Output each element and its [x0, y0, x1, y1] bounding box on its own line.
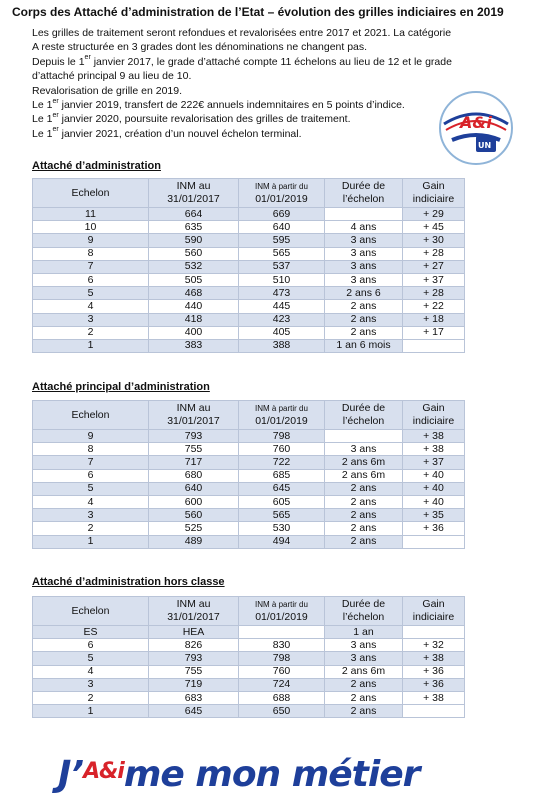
table-row: 1 489 494 2 ans — [33, 535, 465, 548]
header-echelon: Echelon — [33, 597, 149, 626]
table-row: 2 525 530 2 ans + 36 — [33, 522, 465, 535]
table-row: 10 635 640 4 ans + 45 — [33, 221, 465, 234]
grid-table-hors-classe — [32, 596, 465, 718]
intro-line: Le 1er janvier 2021, création d’un nouvel échelon terminal. — [32, 126, 302, 140]
table-row: 1 383 388 1 an 6 mois — [33, 339, 465, 352]
table-row: 4 440 445 2 ans + 22 — [33, 300, 465, 313]
section-title-attache: Attaché d’administration — [32, 160, 161, 172]
header-inm-partir: INM à partir du 01/01/2019 — [239, 179, 325, 208]
table-row: 3 418 423 2 ans + 18 — [33, 313, 465, 326]
footer-slogan-ai: A&i — [83, 759, 124, 784]
footer-slogan-pre: J’ — [58, 754, 84, 795]
table-row: 4 600 605 2 ans + 40 — [33, 495, 465, 508]
table-row: 5 793 798 3 ans + 38 — [33, 652, 465, 665]
intro-line: Depuis le 1er janvier 2017, le grade d’attaché compte 11 échelons au lieu de 12 et le grade — [32, 54, 452, 68]
table-row: 7 532 537 3 ans + 27 — [33, 260, 465, 273]
header-inm-au: INM au 31/01/2017 — [149, 597, 239, 626]
table-row: 3 560 565 2 ans + 35 — [33, 509, 465, 522]
header-inm-au: INM au 31/01/2017 — [149, 401, 239, 430]
ai-unsa-logo-icon — [438, 90, 514, 166]
table-body — [33, 626, 465, 718]
intro-line: Le 1er janvier 2019, transfert de 222€ annuels indemnitaires en 5 points d’indice. — [32, 97, 405, 112]
header-gain: Gain indiciaire — [403, 597, 465, 626]
header-gain: Gain indiciaire — [403, 179, 465, 208]
table-row: 8 755 760 3 ans + 38 — [33, 443, 465, 456]
table-row: 6 826 830 3 ans + 32 — [33, 639, 465, 652]
table-body — [33, 430, 465, 549]
intro-line: Revalorisation de grille en 2019. — [32, 84, 183, 97]
header-echelon: Echelon — [33, 179, 149, 208]
page-title: Corps des Attaché d’administration de l’Etat – évolution des grilles indiciaires en 2019 — [12, 5, 504, 19]
table-row: 5 468 473 2 ans 6 + 28 — [33, 287, 465, 300]
header-duree: Durée de l’échelon — [325, 401, 403, 430]
header-duree: Durée de l’échelon — [325, 597, 403, 626]
header-inm-partir: INM à partir du 01/01/2019 — [239, 597, 325, 626]
header-gain: Gain indiciaire — [403, 401, 465, 430]
grid-table-attache-principal — [32, 400, 465, 549]
header-inm-partir: INM à partir du 01/01/2019 — [239, 401, 325, 430]
intro-line: Le 1er janvier 2020, poursuite revalorisation des grilles de traitement. — [32, 111, 351, 126]
intro-line: A reste structurée en 3 grades dont les dénominations ne changent pas. — [32, 41, 368, 54]
header-echelon: Echelon — [33, 401, 149, 430]
table-row: ES HEA 1 an — [33, 626, 465, 639]
footer-slogan — [58, 752, 488, 798]
svg-text:A&i: A&i — [460, 113, 492, 132]
intro-line: Les grilles de traitement seront refondues et revalorisées entre 2017 et 2021. La catégorie — [32, 27, 452, 39]
table-row: 6 505 510 3 ans + 37 — [33, 273, 465, 286]
section-title-attache-principal: Attaché principal d’administration — [32, 381, 210, 393]
table-row: 8 560 565 3 ans + 28 — [33, 247, 465, 260]
table-row: 4 755 760 2 ans 6m + 36 — [33, 665, 465, 678]
table-row: 1 645 650 2 ans — [33, 705, 465, 718]
intro-text — [32, 26, 472, 141]
table-row: 7 717 722 2 ans 6m + 37 — [33, 456, 465, 469]
table-row: 9 590 595 3 ans + 30 — [33, 234, 465, 247]
svg-text:UN: UN — [478, 141, 492, 150]
table-row: 3 719 724 2 ans + 36 — [33, 678, 465, 691]
intro-line: d’attaché principal 9 au lieu de 10. — [32, 70, 192, 83]
grid-table-attache — [32, 178, 465, 353]
table-row: 9 793 798 + 38 — [33, 430, 465, 443]
header-duree: Durée de l’échelon — [325, 179, 403, 208]
header-inm-au: INM au 31/01/2017 — [149, 179, 239, 208]
table-row: 11 664 669 + 29 — [33, 208, 465, 221]
table-body — [33, 208, 465, 353]
footer-slogan-post: me mon métier — [123, 754, 420, 795]
table-row: 6 680 685 2 ans 6m + 40 — [33, 469, 465, 482]
table-row: 2 683 688 2 ans + 38 — [33, 691, 465, 704]
table-row: 5 640 645 2 ans + 40 — [33, 482, 465, 495]
section-title-hors-classe: Attaché d’administration hors classe — [32, 576, 225, 588]
table-row: 2 400 405 2 ans + 17 — [33, 326, 465, 339]
